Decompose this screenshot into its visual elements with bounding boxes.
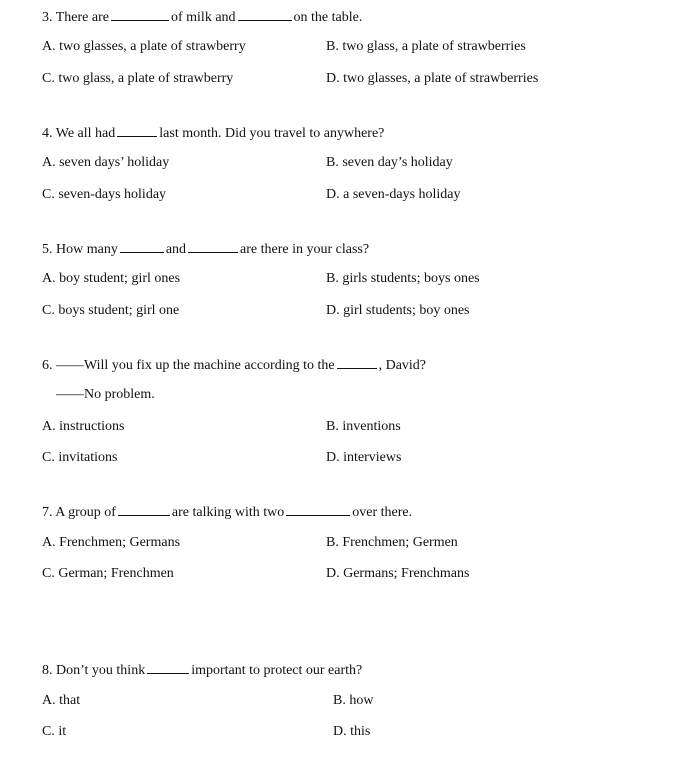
question-4-stem (42, 124, 384, 142)
question-6-option-c: C. invitations (42, 450, 118, 465)
question-6-response: ——No problem. (56, 387, 155, 402)
question-7-stem (42, 503, 412, 521)
question-6-stem (42, 356, 426, 374)
question-3-option-d: D. two glasses, a plate of strawberries (326, 71, 539, 86)
question-5-text-2: and (165, 242, 187, 257)
question-3-text-2: of milk and (170, 10, 236, 25)
question-4-text-1: 4. We all had (42, 126, 116, 141)
question-4-option-d: D. a seven-days holiday (326, 187, 461, 202)
question-7-text-3: over there. (352, 505, 413, 520)
question-5-option-c: C. boys student; girl one (42, 303, 180, 318)
question-7-option-b: B. Frenchmen; Germen (326, 535, 458, 550)
question-6-text-1: 6. ——Will you fix up the machine according to the (42, 358, 335, 373)
question-8-option-a: A. that (42, 693, 81, 708)
question-8-stem (42, 661, 362, 679)
question-5-blank-2 (188, 240, 238, 253)
question-8-text-2: important to protect our earth? (191, 663, 363, 678)
question-8-option-c: C. it (42, 724, 67, 739)
question-7-option-d: D. Germans; Frenchmans (326, 566, 470, 581)
question-6-text-2: , David? (378, 358, 427, 373)
question-4-text-2: last month. Did you travel to anywhere? (159, 126, 385, 141)
question-3-option-b: B. two glass, a plate of strawberries (326, 39, 526, 54)
question-7-text-1: 7. A group of (42, 505, 116, 520)
question-5-option-a: A. boy student; girl ones (42, 271, 181, 286)
question-5-option-d: D. girl students; boy ones (326, 303, 470, 318)
question-3-text-1: 3. There are (42, 10, 109, 25)
question-5-text-1: 5. How many (42, 242, 118, 257)
question-3-stem (42, 8, 362, 26)
question-8-option-b: B. how (333, 693, 374, 708)
question-6-option-a: A. instructions (42, 419, 125, 434)
question-3-option-a: A. two glasses, a plate of strawberry (42, 39, 246, 54)
question-4-blank-1 (117, 124, 157, 137)
question-5-option-b: B. girls students; boys ones (326, 271, 480, 286)
question-3-blank-1 (111, 8, 169, 21)
question-7-text-2: are talking with two (171, 505, 285, 520)
question-8-text-1: 8. Don’t you think (42, 663, 146, 678)
question-7-blank-2 (286, 503, 350, 516)
question-6-blank-1 (337, 356, 377, 369)
question-7-option-c: C. German; Frenchmen (42, 566, 174, 581)
question-4-option-a: A. seven days’ holiday (42, 155, 170, 170)
question-3-blank-2 (238, 8, 292, 21)
question-6-option-d: D. interviews (326, 450, 402, 465)
question-5-blank-1 (120, 240, 164, 253)
question-7-option-a: A. Frenchmen; Germans (42, 535, 181, 550)
question-8-blank-1 (147, 661, 189, 674)
question-6-option-b: B. inventions (326, 419, 401, 434)
question-4-option-c: C. seven-days holiday (42, 187, 167, 202)
question-7-blank-1 (118, 503, 170, 516)
question-5-stem (42, 240, 369, 258)
question-3-option-c: C. two glass, a plate of strawberry (42, 71, 234, 86)
question-4-option-b: B. seven day’s holiday (326, 155, 453, 170)
question-5-text-3: are there in your class? (240, 242, 370, 257)
question-8-option-d: D. this (333, 724, 371, 739)
question-3-text-3: on the table. (293, 10, 363, 25)
